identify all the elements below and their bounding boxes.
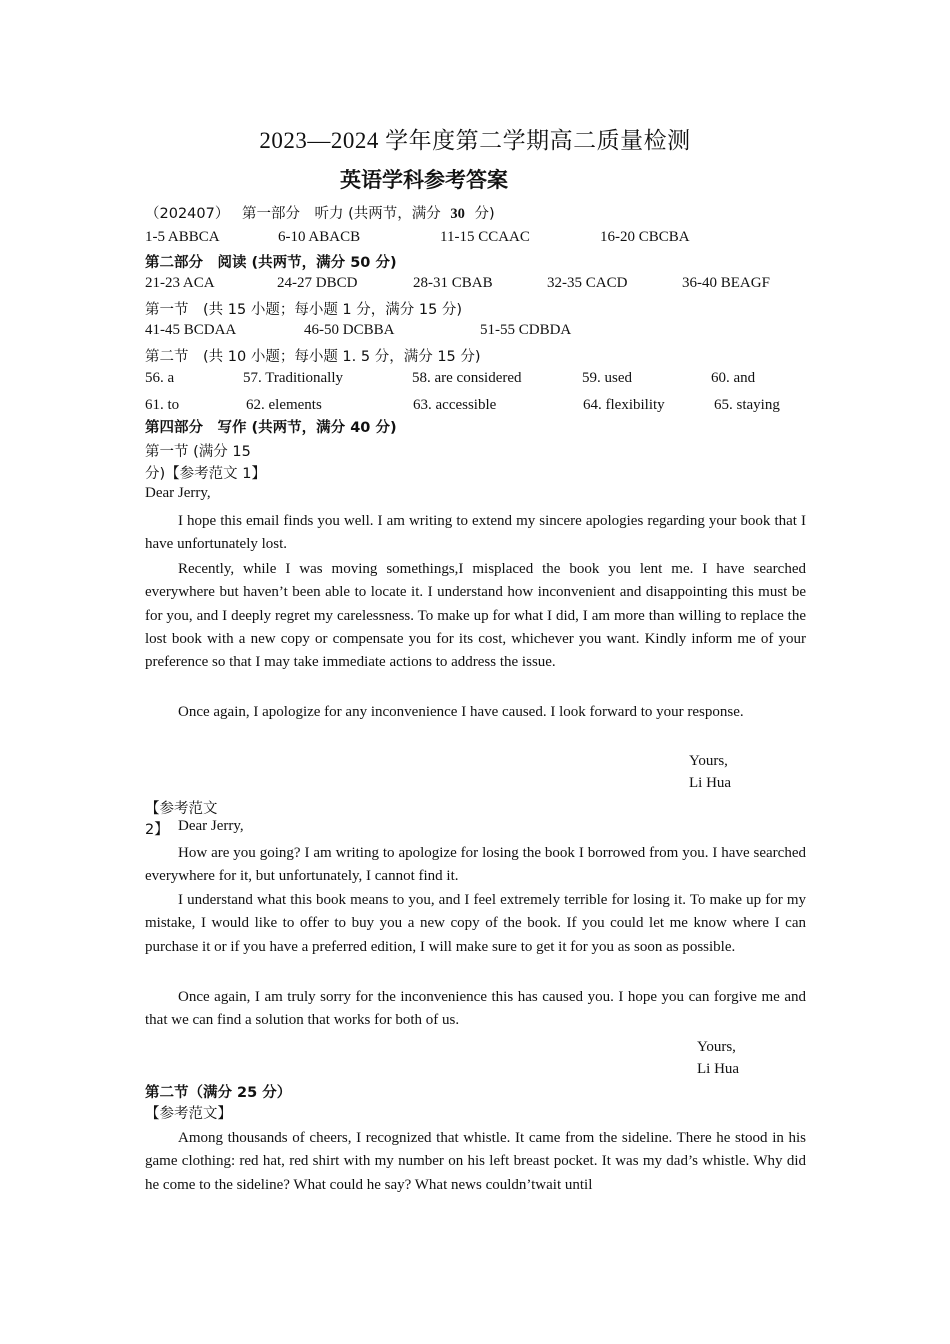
fill-answer: 65. staying [714,397,780,413]
part1-heading: 第一部分 听力 (共两节，满分 [241,206,441,222]
continuation-essay-paragraph: Among thousands of cheers, I recognized that whistle. It came from the sideline. There he stood in his game clothing: red hat, red shirt with my number on his left breast pocket. It was my dad’s whistle. Why did he come to the sideline? What could he say? What news couldn’twait until [145,1130,806,1193]
essay2-paragraph-3: Once again, I am truly sorry for the inconvenience this has caused you. I hope you can forgive me and that we can find a solution that works for both of us. [145,989,806,1029]
writing-section2-heading: 第二节（满分 25 分） [145,1085,292,1101]
essay1-paragraph-2: Recently, while I was moving somethings,I misplaced the book you lent me. I have searched everywhere but haven’t been able to locate it. I understand how inconvenient and disappointing this must be for you, and I deeply regret my carelessness. To make up for what I did, I am more than willing to replace the lost book with a new copy or compensate you for its cost, whichever you want. Kindly inform me of your preference so that I may take immediate actions to address the issue. [145,561,806,671]
part1-score: 30 [450,206,465,222]
cloze-answer: 41-45 BCDAA [145,322,237,338]
reading-answer: 28-31 CBAB [413,275,493,291]
fill-answer: 61. to [145,397,180,413]
document-subtitle: 英语学科参考答案 [340,168,508,192]
listening-answer: 16-20 CBCBA [600,229,690,245]
essay1-greeting: Dear Jerry, [145,485,211,501]
fill-answer: 64. flexibility [583,397,665,413]
essay1-signature: Li Hua [689,775,732,791]
fill-answer: 59. used [582,370,632,386]
essay2-signature: Li Hua [697,1061,740,1077]
sample-essay-label: 【参考范文】 [145,1106,232,1122]
sample-essay-2-label: 【参考范文 [145,801,218,817]
essay1-paragraph-1: I hope this email finds you well. I am writing to extend my sincere apologies regarding your book that I have unfortunately lost. [145,513,806,553]
listening-answer: 11-15 CCAAC [440,229,530,245]
reading-answer: 24-27 DBCD [277,275,358,291]
reading-answer: 36-40 BEAGF [682,275,770,291]
part1-unit: 分) [474,206,495,222]
cloze-answer: 51-55 CDBDA [480,322,572,338]
essay1-closing: Yours, [689,753,728,769]
sample-essay-1-label: 分)【参考范文 1】 [145,466,266,482]
essay2-closing: Yours, [697,1039,736,1055]
essay2-paragraph-1: How are you going? I am writing to apologize for losing the book I borrowed from you. I have searched everywhere for it, but unfortunately, I cannot find it. [145,845,806,885]
fill-answer: 57. Traditionally [243,370,344,386]
part4-heading: 第四部分 写作 (共两节，满分 40 分) [145,420,397,436]
essay2-greeting: Dear Jerry, [178,818,244,834]
reading-answer: 21-23 ACA [145,275,215,291]
listening-answer: 6-10 ABACB [278,229,361,245]
fill-answer: 63. accessible [413,397,497,413]
section2-heading: 第二节 (共 10 小题；每小题 1. 5 分，满分 15 分) [145,349,481,365]
essay1-paragraph-3: Once again, I apologize for any inconvenience I have caused. I look forward to your response. [178,704,744,720]
exam-code: （202407） [145,206,230,222]
reading-answer: 32-35 CACD [547,275,628,291]
document-title: 2023—2024 学年度第二学期高二质量检测 [259,128,691,153]
sample-essay-2-label-end: 2】 [145,822,169,838]
writing-section1-heading: 第一节 (满分 15 [145,444,251,460]
cloze-answer: 46-50 DCBBA [304,322,395,338]
part2-heading: 第二部分 阅读 (共两节，满分 50 分) [145,255,397,271]
section1-heading: 第一节 (共 15 小题；每小题 1 分，满分 15 分) [145,302,463,318]
part1-heading-line [145,202,495,223]
fill-answer: 58. are considered [412,370,522,386]
fill-answer: 62. elements [246,397,322,413]
essay2-paragraph-2: I understand what this book means to you, and I feel extremely terrible for losing it. To make up for my mistake, I would like to offer to buy you a new copy of the book. If you could let me know where I can purchase it or if you have a preferred edition, I will make sure to get it for you as soon as possible. [145,892,806,955]
listening-answer: 1-5 ABBCA [145,229,220,245]
fill-answer: 56. a [145,370,175,386]
fill-answer: 60. and [711,370,756,386]
